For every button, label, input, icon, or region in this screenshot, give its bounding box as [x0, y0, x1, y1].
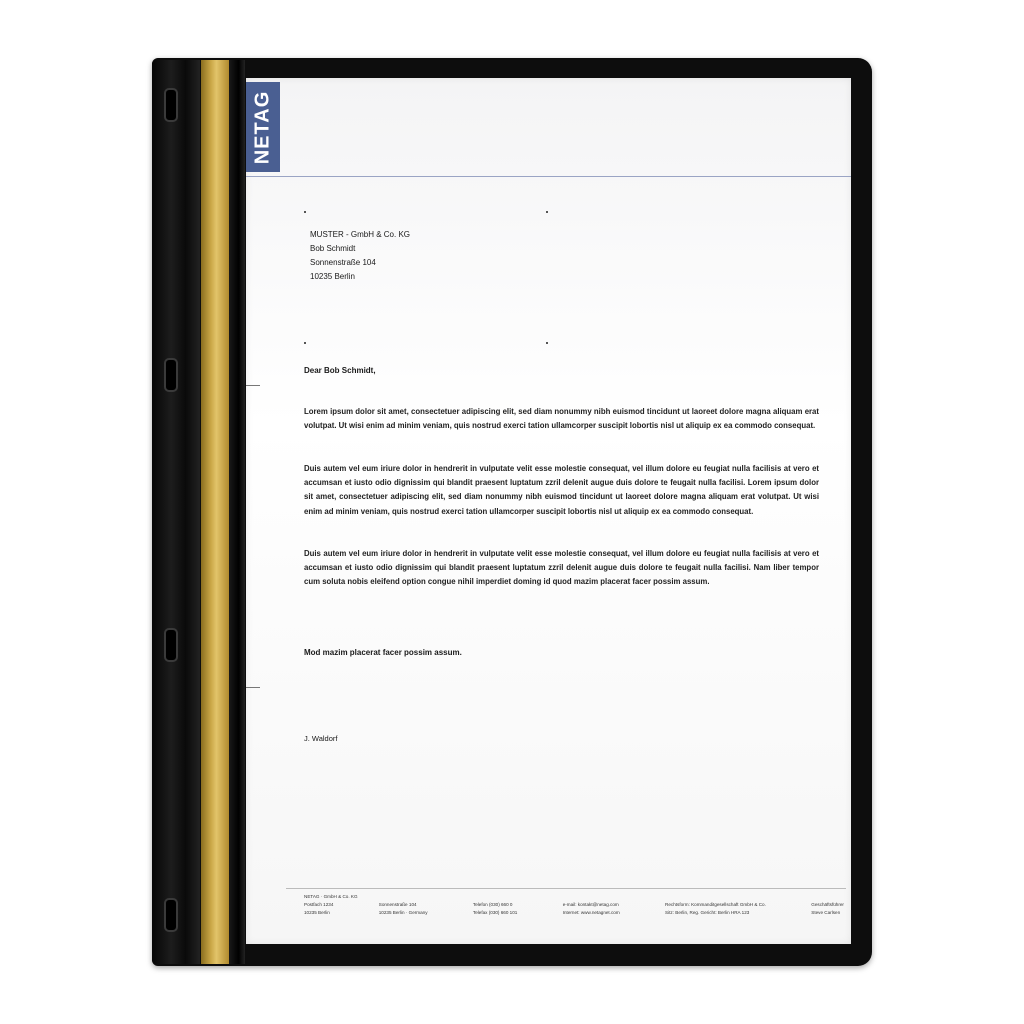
footer-text: Telefon (030) 660 0: [472, 902, 513, 907]
company-logo: [246, 82, 280, 172]
body-paragraph: Duis autem vel eum iriure dolor in hendrerit in vulputate velit esse molestie consequat, vel illum dolore eu feugiat nulla facilisis at vero et accumsan et iusto odio dignissim qui blandit praesent luptatum zzril delenit augue duis dolore te feugait nulla facilisi. Lorem ipsum dolor sit amet, consectetuer adipiscing elit, sed diam nonummy nibh euismod tincidunt ut laoreet dolore magna aliquam erat volutpat. Ut wisi enim ad minim veniam, quis nostrud exerci tation ullamcorper suscipit lobortis nisl ut aliquip ex ea commodo consequat.: [304, 464, 819, 516]
footer-rule: [286, 888, 846, 889]
letter-page: [246, 78, 851, 944]
footer-text: Internet: www.netagnet.com: [562, 910, 620, 915]
footer-column: [304, 901, 333, 917]
footer-text: Telefax (030) 660 101: [472, 910, 518, 915]
address-corner-mark: [546, 342, 548, 344]
recipient-company: MUSTER - GmbH & Co. KG: [310, 230, 411, 239]
footer-company: NETAG · GmbH & Co. KG: [304, 894, 358, 899]
logo-text: NETAG: [251, 90, 274, 164]
footer-text: Sitz: Berlin, Reg. Gericht: Berlin HRA 123: [665, 910, 750, 915]
recipient-street: Sonnenstraße 104: [310, 258, 376, 267]
footer-column: [665, 901, 766, 917]
punch-hole: [164, 628, 178, 662]
footer-text: Steve Carlsen: [811, 910, 841, 915]
footer-text: Geschäftsführer: [811, 902, 844, 907]
fold-mark: [246, 385, 260, 386]
recipient-city: 10235 Berlin: [310, 272, 355, 281]
signature: J. Waldorf: [304, 734, 338, 743]
footer-column: [473, 901, 517, 917]
folder-spine: [152, 60, 200, 964]
body-paragraph: Duis autem vel eum iriure dolor in hendrerit in vulputate velit esse molestie consequat, vel illum dolore eu feugiat nulla facilisis at vero et accumsan et iusto odio dignissim qui blandit praesent luptatum zzril delenit augue duis dolore te feugait nulla facilisi. Nam liber tempor cum soluta nobis eleifend option congue nihil imperdiet doming id quod mazim placerat facer possim assum.: [304, 549, 819, 587]
header-rule: [246, 176, 851, 177]
footer-text: e-mail: kontakt@netag.com: [562, 902, 619, 907]
footer-column: [811, 901, 844, 917]
body-paragraph: Lorem ipsum dolor sit amet, consectetuer adipiscing elit, sed diam nonummy nibh euismod tincidunt ut laoreet dolore magna aliquam erat volutpat. Ut wisi enim ad minim veniam, quis nostrud exerci tation ullamcorper suscipit lobortis nisl ut aliquip ex ea commodo consequat.: [304, 407, 819, 431]
closing-line: Mod mazim placerat facer possim assum.: [304, 648, 462, 657]
punch-hole: [164, 898, 178, 932]
footer-text: Rechtsform: Kommanditgesellschaft GmbH & Co.: [665, 902, 766, 907]
address-corner-mark: [304, 342, 306, 344]
recipient-address: [310, 228, 410, 284]
punch-hole: [164, 358, 178, 392]
gold-label-strip: [201, 60, 229, 964]
footer-text: Postfach 1234: [304, 902, 334, 907]
footer-column: [563, 901, 620, 917]
address-corner-mark: [546, 211, 548, 213]
fold-mark: [246, 687, 260, 688]
recipient-name: Bob Schmidt: [310, 244, 356, 253]
footer-text: Sonnenstraße 104: [378, 902, 417, 907]
clip-rail: [229, 60, 245, 964]
address-corner-mark: [304, 211, 306, 213]
footer-text: 10235 Berlin · Germany: [378, 910, 428, 915]
footer-text: 10235 Berlin: [304, 910, 330, 915]
punch-hole: [164, 88, 178, 122]
footer-column: [379, 901, 428, 917]
salutation: Dear Bob Schmidt,: [304, 366, 376, 375]
